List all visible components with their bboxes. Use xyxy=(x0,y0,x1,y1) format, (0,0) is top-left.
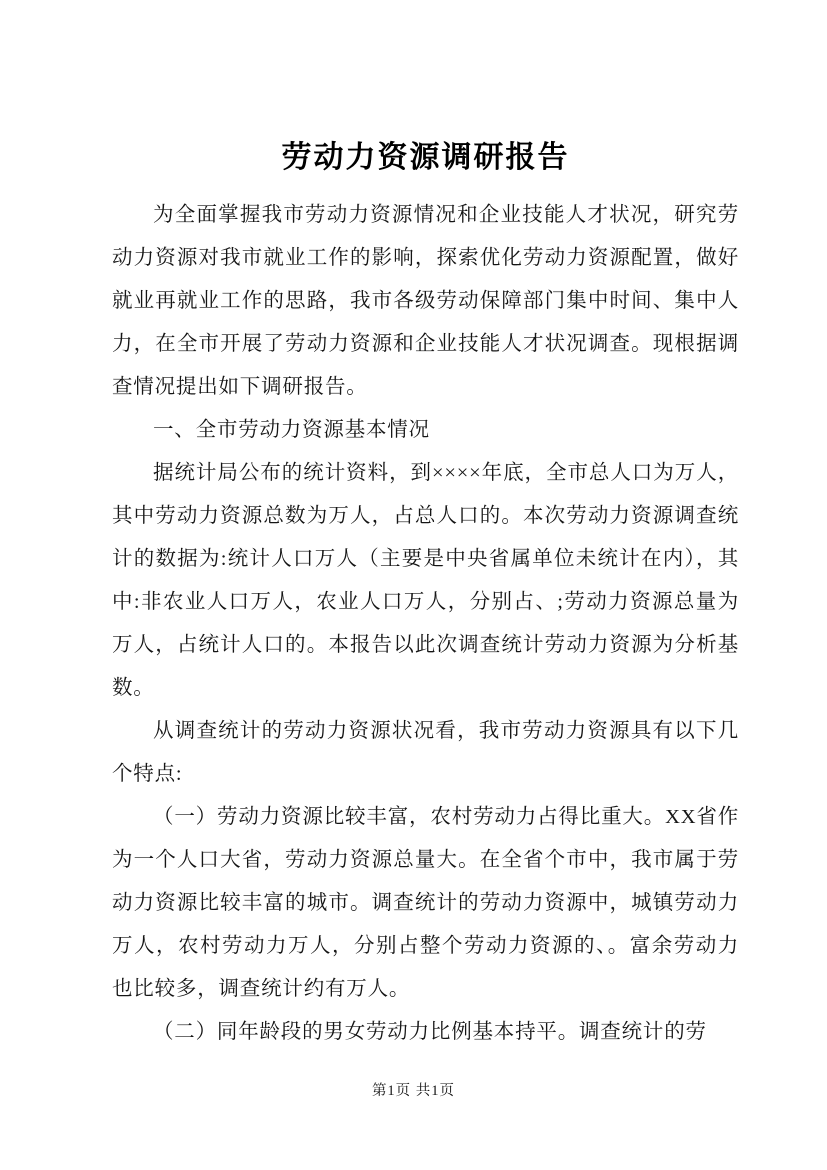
paragraph-statistics: 据统计局公布的统计资料，到××××年底，全市总人口为万人，其中劳动力资源总数为万人，占总人口的。本次劳动力资源调查统计的数据为:统计人口万人（主要是中央省属单位未统计在内），其中:非农业人口万人，农业人口万人，分别占、;劳动力资源总量为万人，占统计人口的。本报告以此次调查统计劳动力资源为分析基数。 xyxy=(112,462,739,699)
paragraph-features-lead: 从调查统计的劳动力资源状况看，我市劳动力资源具有以下几个特点: xyxy=(112,720,739,785)
page-number: 第1页 共1页 xyxy=(371,1083,456,1099)
paragraph-feature-two: （二）同年龄段的男女劳动力比例基本持平。调查统计的劳 xyxy=(153,1021,707,1043)
section-heading-1: 一、全市劳动力资源基本情况 xyxy=(153,419,430,441)
document-title: 劳动力资源调研报告 xyxy=(281,141,570,174)
paragraph-intro: 为全面掌握我市劳动力资源情况和企业技能人才状况，研究劳动力资源对我市就业工作的影响，探索优化劳动力资源配置，做好就业再就业工作的思路，我市各级劳动保障部门集中时间、集中人力，在全市开展了劳动力资源和企业技能人才状况调查。现根据调查情况提出如下调研报告。 xyxy=(112,204,739,398)
paragraph-feature-one: （一）劳动力资源比较丰富，农村劳动力占得比重大。XX省作为一个人口大省，劳动力资源总量大。在全省个市中，我市属于劳动力资源比较丰富的城市。调查统计的劳动力资源中，城镇劳动力万人，农村劳动力万人，分别占整个劳动力资源的、。富余劳动力也比较多，调查统计约有万人。 xyxy=(112,806,739,1000)
